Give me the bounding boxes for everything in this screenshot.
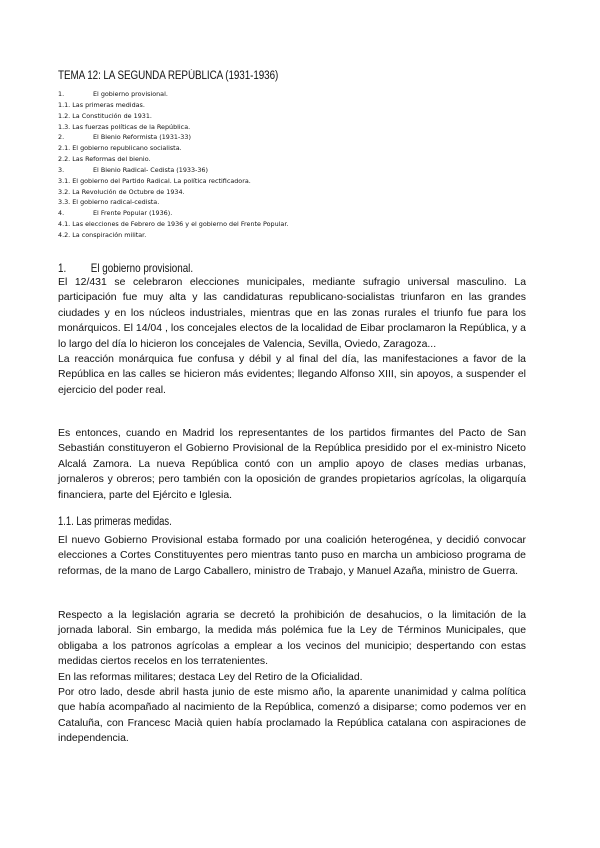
subsection-body [58,608,526,747]
paragraph: Es entonces, cuando en Madrid los representantes de los partidos firmantes del Pacto de San Sebastián constituyeron el Gobierno Provisional de la República presidido por el ex-ministro Niceto Alcalá Zamora. La nueva República contó con un amplio apoyo de clases medias urbanas, jornaleros y obreros; pero también con la oposición de grandes propietarios agrícolas, la oligarquía financiera, parte del Ejército e Iglesia. [58,428,526,501]
toc-item: 2.2. Las Reformas del bienio. [58,155,151,164]
subsection-heading: 1.1. Las primeras medidas. [58,516,172,528]
toc-item: 1.3. Las fuerzas políticas de la República. [58,122,191,131]
paragraph: La reacción monárquica fue confusa y débil y al final del día, las manifestaciones a favor de la República en las calles se hicieron más evidentes; llegando Alfonso XIII, sin apoyos, a suspender el ejercicio del poder real. [58,354,526,396]
subsection-body [58,533,526,579]
toc-item: 2.1. El gobierno republicano socialista. [58,144,182,153]
paragraph: Por otro lado, desde abril hasta junio de este mismo año, la aparente unanimidad y calma política que había acompañado al nacimiento de la República, comenzó a disiparse; como podemos ver en Cataluña, con Francesc Macià quien había proclamado la República catalana con aspiraciones de independencia. [58,687,526,745]
paragraph: El nuevo Gobierno Provisional estaba formado por una coalición heterogénea, y decidió convocar elecciones a Cortes Constituyentes pero mientras tanto puso en marcha un ambicioso programa de reformas, de la mano de Largo Caballero, ministro de Trabajo, y Manuel Azaña, ministro de Guerra. [58,535,526,577]
document-title: TEMA 12: LA SEGUNDA REPÚBLICA (1931-1936) [58,70,279,82]
table-of-contents [58,89,548,241]
toc-item: 3.3. El gobierno radical-cedista. [58,198,160,207]
toc-item: 1.2. La Constitución de 1931. [58,111,152,120]
toc-item: 2. El Bienio Reformista (1931-33) [58,133,191,142]
toc-item: 4. El Frente Popular (1936). [58,209,173,218]
toc-item: 1. El gobierno provisional. [58,90,168,98]
paragraph: En las reformas militares; destaca Ley del Retiro de la Oficialidad. [58,671,363,683]
section-heading: 1. El gobierno provisional. [58,261,194,275]
section-body [58,426,526,503]
toc-item: 1.1. Las primeras medidas. [58,100,145,109]
toc-item: 4.2. La conspiración militar. [58,230,147,239]
paragraph: El 12/431 se celebraron elecciones municipales, mediante sufragio universal masculino. La participación fue muy alta y las candidaturas republicano-socialistas triunfaron en las grandes ciudades y en los núcleos industriales, mientras que en las zonas rurales el triunfo fue para los monárquicos. El 14/04 , los concejales electos de la localidad de Eibar proclamaron la República, y a lo largo del día lo hicieron los concejales de Valencia, Sevilla, Oviedo, Zaragoza... [58,277,526,350]
toc-item: 3. El Bienio Radical- Cedista (1933-36) [58,165,208,174]
section-body [58,275,526,398]
toc-item: 4.1. Las elecciones de Febrero de 1936 y el gobierno del Frente Popular. [58,220,289,229]
toc-item: 3.1. El gobierno del Partido Radical. La política rectificadora. [58,176,251,185]
toc-item: 3.2. La Revolución de Octubre de 1934. [58,187,185,196]
paragraph: Respecto a la legislación agraria se decretó la prohibición de desahucios, o la limitación de la jornada laboral. Sin embargo, la medida más polémica fue la Ley de Términos Municipales, que obligaba a los patronos agrícolas a emplear a los vecinos del municipio; despertando con estas medidas ciertos recelos en los terratenientes. [58,610,526,668]
